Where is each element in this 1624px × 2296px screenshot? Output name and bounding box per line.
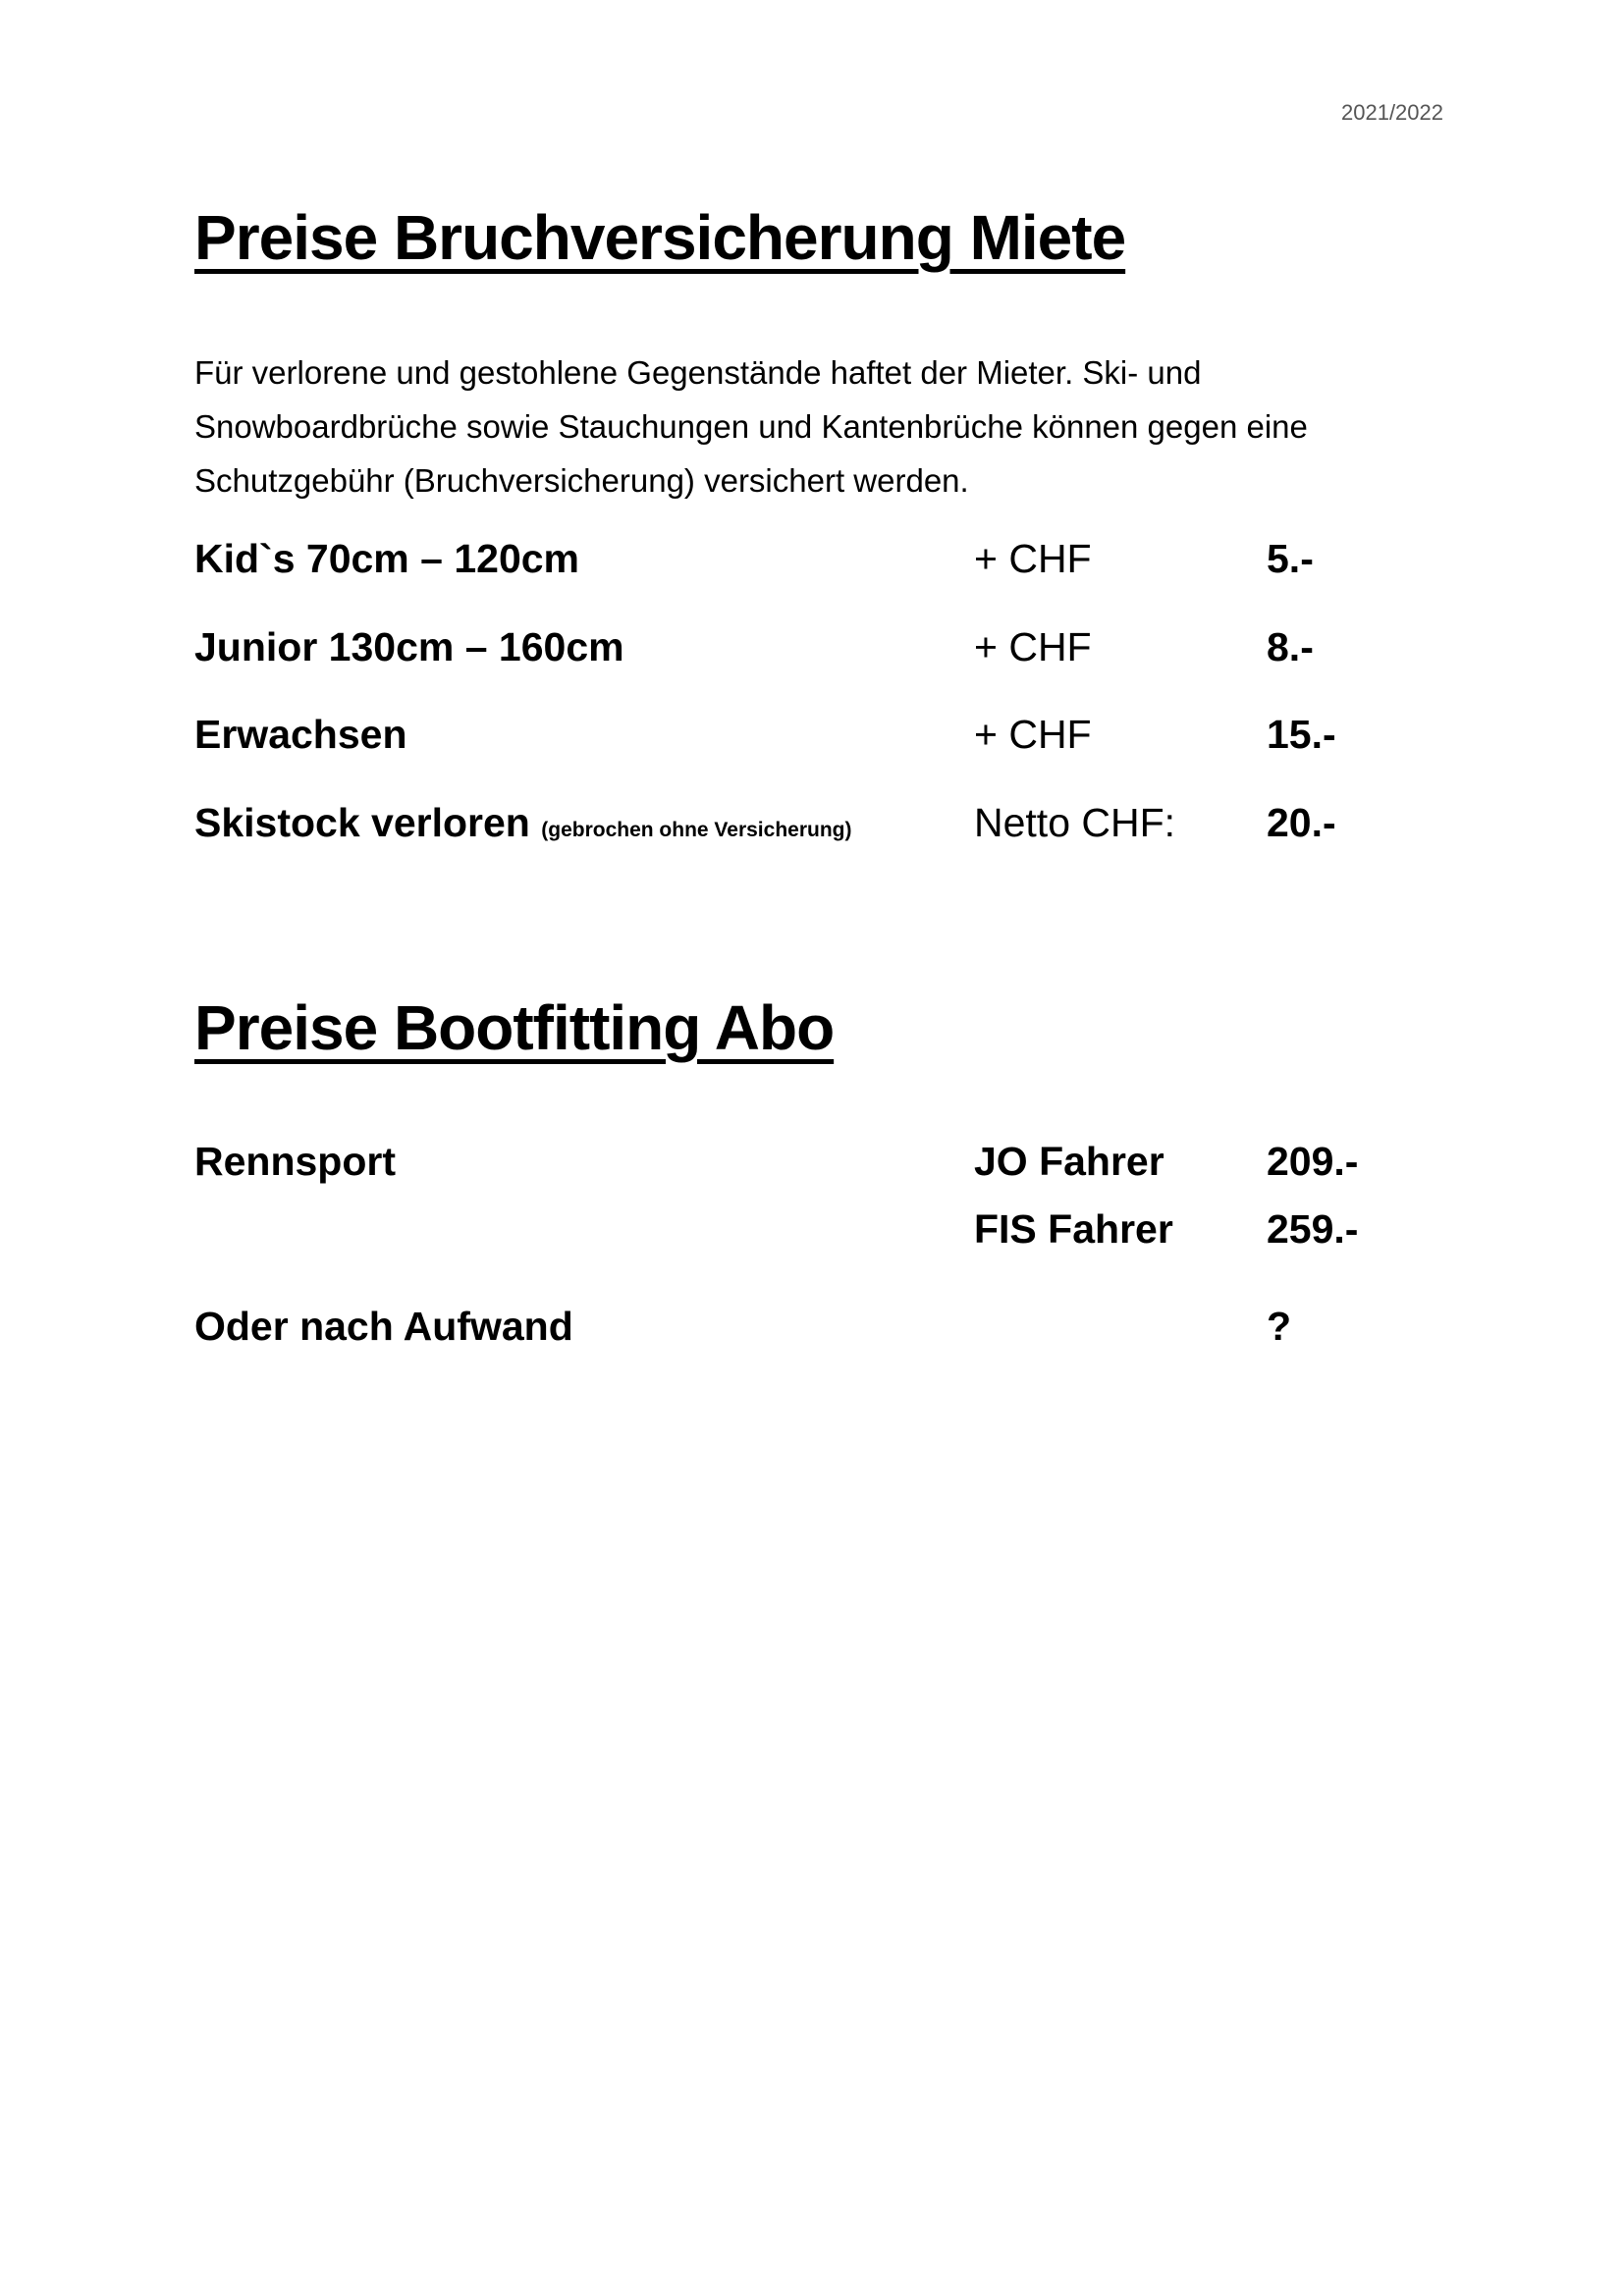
- section-title-bruchversicherung: Preise Bruchversicherung Miete: [194, 202, 1126, 273]
- year-label: 2021/2022: [1341, 100, 1443, 125]
- row-label: Junior 130cm – 160cm: [194, 624, 624, 669]
- paragraph-line: Für verlorene und gestohlene Gegenstände haftet der Mieter. Ski- und: [194, 354, 1202, 391]
- row-label: Rennsport: [194, 1139, 396, 1184]
- row-price: ?: [1267, 1304, 1292, 1349]
- intro-paragraph: [194, 346, 1308, 507]
- row-price: 259.-: [1267, 1206, 1359, 1252]
- row-category: FIS Fahrer: [974, 1206, 1173, 1252]
- row-category: JO Fahrer: [974, 1139, 1164, 1184]
- row-price: 15.-: [1267, 712, 1336, 757]
- row-price: 5.-: [1267, 536, 1314, 581]
- row-price: 20.-: [1267, 800, 1336, 845]
- row-label: Oder nach Aufwand: [194, 1304, 573, 1349]
- row-prefix: + CHF: [974, 624, 1092, 669]
- paragraph-line: Schutzgebühr (Bruchversicherung) versichert werden.: [194, 462, 969, 499]
- row-label: Kid`s 70cm – 120cm: [194, 536, 580, 581]
- row-prefix: + CHF: [974, 536, 1092, 581]
- row-prefix: + CHF: [974, 712, 1092, 757]
- row-prefix: Netto CHF:: [974, 800, 1176, 845]
- section-title-bootfitting: Preise Bootfitting Abo: [194, 992, 835, 1063]
- row-price: 8.-: [1267, 624, 1314, 669]
- row-price: 209.-: [1267, 1139, 1359, 1184]
- row-note: (gebrochen ohne Versicherung): [541, 819, 852, 841]
- row-label: Erwachsen: [194, 712, 407, 757]
- row-label: Skistock verloren: [194, 800, 530, 845]
- paragraph-line: Snowboardbrüche sowie Stauchungen und Kantenbrüche können gegen eine: [194, 408, 1308, 445]
- row-label-wrap: [194, 800, 851, 846]
